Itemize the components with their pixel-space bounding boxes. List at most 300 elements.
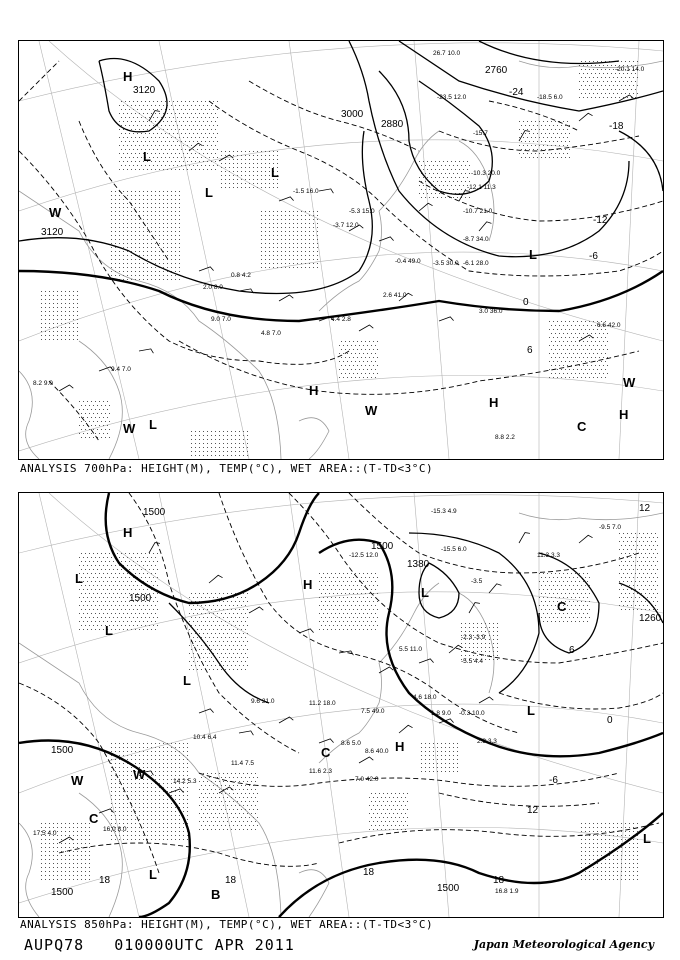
wet-dot xyxy=(45,875,46,876)
wet-dot xyxy=(215,633,216,634)
wet-dot xyxy=(155,263,156,264)
wet-dot xyxy=(143,279,144,280)
wet-dot xyxy=(541,609,542,610)
wet-dot xyxy=(277,267,278,268)
wet-dot xyxy=(525,157,526,158)
wet-dot xyxy=(319,597,320,598)
wind-barb xyxy=(479,222,491,231)
wet-dot xyxy=(147,271,148,272)
wet-dot xyxy=(583,73,584,74)
wet-dot xyxy=(533,133,534,134)
wet-dot xyxy=(115,223,116,224)
wet-dot xyxy=(437,165,438,166)
wet-dot xyxy=(115,767,116,768)
wet-dot xyxy=(111,235,112,236)
wet-dot xyxy=(139,279,140,280)
wet-dot xyxy=(365,349,366,350)
wet-dot xyxy=(241,777,242,778)
wet-dot xyxy=(137,157,138,158)
wet-dot xyxy=(151,759,152,760)
wet-dot xyxy=(97,553,98,554)
wet-dot xyxy=(121,625,122,626)
wet-dot xyxy=(205,157,206,158)
wet-dot xyxy=(367,581,368,582)
wet-dot xyxy=(639,605,640,606)
wet-dot xyxy=(293,223,294,224)
wet-dot xyxy=(119,803,120,804)
wet-dot xyxy=(277,259,278,260)
wet-dot xyxy=(637,843,638,844)
wet-dot xyxy=(231,617,232,618)
wet-dot xyxy=(547,129,548,130)
wet-dot xyxy=(519,153,520,154)
wet-dot xyxy=(317,223,318,224)
wet-dot xyxy=(233,613,234,614)
wet-dot xyxy=(597,827,598,828)
wet-dot xyxy=(649,593,650,594)
wet-dot xyxy=(87,581,88,582)
wet-dot xyxy=(139,621,140,622)
wet-dot xyxy=(235,821,236,822)
wet-dot xyxy=(195,153,196,154)
wet-dot xyxy=(349,341,350,342)
wet-dot xyxy=(637,93,638,94)
wet-dot xyxy=(227,649,228,650)
wet-dot xyxy=(81,827,82,828)
wet-dot xyxy=(335,573,336,574)
wet-dot xyxy=(127,223,128,224)
wet-dot xyxy=(227,665,228,666)
wet-dot xyxy=(341,341,342,342)
wet-dot xyxy=(167,121,168,122)
wet-dot xyxy=(125,609,126,610)
wet-dot xyxy=(207,443,208,444)
wet-dot xyxy=(57,295,58,296)
wet-dot xyxy=(163,815,164,816)
wet-dot xyxy=(575,373,576,374)
wet-dot xyxy=(175,199,176,200)
wet-dot xyxy=(173,133,174,134)
wet-dot xyxy=(83,401,84,402)
wet-dot xyxy=(239,829,240,830)
wet-dot xyxy=(121,157,122,158)
wet-dot xyxy=(277,235,278,236)
wet-dot xyxy=(193,597,194,598)
wet-dot xyxy=(559,621,560,622)
wet-dot xyxy=(273,267,274,268)
wet-dot xyxy=(609,871,610,872)
wet-dot xyxy=(157,149,158,150)
wet-dot xyxy=(207,435,208,436)
wet-dot xyxy=(77,299,78,300)
high-center: H xyxy=(489,395,499,410)
wet-dot xyxy=(147,113,148,114)
wet-dot xyxy=(247,789,248,790)
wet-dot xyxy=(159,279,160,280)
wet-dot xyxy=(89,855,90,856)
wet-dot xyxy=(587,365,588,366)
wet-dot xyxy=(241,669,242,670)
wet-dot xyxy=(621,851,622,852)
wet-dot xyxy=(135,263,136,264)
wet-dot xyxy=(207,447,208,448)
wet-dot xyxy=(57,311,58,312)
wet-dot xyxy=(561,321,562,322)
wet-dot xyxy=(465,189,466,190)
wet-dot xyxy=(265,159,266,160)
wet-dot xyxy=(79,613,80,614)
wet-dot xyxy=(237,661,238,662)
wet-dot xyxy=(339,605,340,606)
wet-dot xyxy=(337,577,338,578)
wet-dot xyxy=(343,589,344,590)
wet-dot xyxy=(321,601,322,602)
wet-dot xyxy=(139,207,140,208)
wet-dot xyxy=(297,223,298,224)
wet-dot xyxy=(605,867,606,868)
wet-dot xyxy=(125,109,126,110)
wet-dot xyxy=(281,259,282,260)
wet-dot xyxy=(589,85,590,86)
wet-dot xyxy=(195,593,196,594)
wet-dot xyxy=(115,775,116,776)
wet-dot xyxy=(371,629,372,630)
wet-dot xyxy=(199,593,200,594)
wet-dot xyxy=(319,581,320,582)
wet-dot xyxy=(363,377,364,378)
wet-dot xyxy=(345,357,346,358)
wet-dot xyxy=(249,793,250,794)
wet-dot xyxy=(367,353,368,354)
wet-dot xyxy=(201,777,202,778)
wet-dot xyxy=(213,117,214,118)
wet-dot xyxy=(131,279,132,280)
wet-dot xyxy=(531,121,532,122)
wet-dot xyxy=(235,665,236,666)
wet-dot xyxy=(119,153,120,154)
wet-dot xyxy=(549,585,550,586)
wet-dot xyxy=(123,271,124,272)
wet-dot xyxy=(207,829,208,830)
wet-dot xyxy=(249,163,250,164)
wet-dot xyxy=(459,177,460,178)
wet-dot xyxy=(49,851,50,852)
wet-dot xyxy=(187,787,188,788)
wet-dot xyxy=(73,867,74,868)
wet-dot xyxy=(77,831,78,832)
wet-dot xyxy=(533,125,534,126)
wet-dot xyxy=(197,661,198,662)
wet-dot xyxy=(633,871,634,872)
wet-dot xyxy=(323,605,324,606)
wet-dot xyxy=(373,813,374,814)
wet-dot xyxy=(77,851,78,852)
wet-dot xyxy=(115,565,116,566)
wet-dot xyxy=(289,231,290,232)
wet-dot xyxy=(181,101,182,102)
wet-dot xyxy=(159,271,160,272)
wet-dot xyxy=(239,805,240,806)
wet-dot xyxy=(363,353,364,354)
wet-dot xyxy=(87,573,88,574)
wet-dot xyxy=(121,569,122,570)
wet-dot xyxy=(613,855,614,856)
wet-dot xyxy=(233,809,234,810)
wet-dot xyxy=(637,867,638,868)
wet-dot xyxy=(607,65,608,66)
wet-dot xyxy=(651,549,652,550)
wet-dot xyxy=(229,809,230,810)
wet-dot xyxy=(333,593,334,594)
wet-dot xyxy=(135,807,136,808)
wet-dot xyxy=(485,655,486,656)
wet-dot xyxy=(359,369,360,370)
wet-dot xyxy=(205,793,206,794)
wet-dot xyxy=(239,443,240,444)
wet-dot xyxy=(365,601,366,602)
wet-dot xyxy=(265,163,266,164)
wet-dot xyxy=(53,319,54,320)
wet-dot xyxy=(357,349,358,350)
wet-dot xyxy=(261,219,262,220)
wet-dot xyxy=(231,773,232,774)
wet-dot xyxy=(297,215,298,216)
wet-dot xyxy=(69,859,70,860)
wet-dot xyxy=(133,569,134,570)
wet-dot xyxy=(563,333,564,334)
wet-dot xyxy=(187,807,188,808)
wet-dot xyxy=(219,447,220,448)
wet-dot xyxy=(145,553,146,554)
wet-dot xyxy=(61,839,62,840)
wet-dot xyxy=(65,855,66,856)
wet-dot xyxy=(629,93,630,94)
wet-dot xyxy=(111,767,112,768)
wet-dot xyxy=(351,613,352,614)
wet-dot xyxy=(455,161,456,162)
station-value: -3.5 30.0 xyxy=(433,260,459,267)
wet-dot xyxy=(227,593,228,594)
wet-dot xyxy=(147,195,148,196)
wet-dot xyxy=(131,771,132,772)
wet-dot xyxy=(41,323,42,324)
wet-dot xyxy=(167,751,168,752)
wet-dot xyxy=(173,149,174,150)
wet-dot xyxy=(167,215,168,216)
wet-dot xyxy=(131,783,132,784)
wet-dot xyxy=(79,597,80,598)
wet-dot xyxy=(247,447,248,448)
wet-dot xyxy=(525,141,526,142)
wet-dot xyxy=(65,875,66,876)
wet-dot xyxy=(553,337,554,338)
wet-dot xyxy=(623,589,624,590)
wet-dot xyxy=(357,593,358,594)
wet-dot xyxy=(201,157,202,158)
wet-dot xyxy=(179,791,180,792)
wet-dot xyxy=(163,153,164,154)
wet-dot xyxy=(205,637,206,638)
wet-dot xyxy=(639,589,640,590)
wet-dot xyxy=(171,747,172,748)
wet-dot xyxy=(301,267,302,268)
wet-dot xyxy=(229,777,230,778)
wet-dot xyxy=(313,239,314,240)
wet-dot xyxy=(219,431,220,432)
wet-dot xyxy=(53,875,54,876)
wet-dot xyxy=(539,605,540,606)
wet-dot xyxy=(185,133,186,134)
wet-dot xyxy=(223,641,224,642)
wet-dot xyxy=(345,373,346,374)
wet-dot xyxy=(241,155,242,156)
wet-dot xyxy=(603,65,604,66)
wet-dot xyxy=(257,179,258,180)
wet-dot xyxy=(347,361,348,362)
wet-dot xyxy=(261,167,262,168)
wet-dot xyxy=(163,839,164,840)
wet-dot xyxy=(117,553,118,554)
wet-dot xyxy=(113,601,114,602)
wet-dot xyxy=(529,157,530,158)
wet-dot xyxy=(241,167,242,168)
wet-dot xyxy=(91,629,92,630)
wet-dot xyxy=(325,617,326,618)
wet-dot xyxy=(593,321,594,322)
wet-dot xyxy=(115,235,116,236)
wet-dot xyxy=(611,81,612,82)
wet-dot xyxy=(285,255,286,256)
wet-dot xyxy=(65,327,66,328)
wet-dot xyxy=(497,659,498,660)
wet-dot xyxy=(77,879,78,880)
wet-dot xyxy=(361,357,362,358)
wet-dot xyxy=(211,797,212,798)
wet-dot xyxy=(135,113,136,114)
wet-dot xyxy=(69,847,70,848)
wet-dot xyxy=(45,839,46,840)
wet-dot xyxy=(433,197,434,198)
wet-dot xyxy=(323,629,324,630)
wet-dot xyxy=(589,823,590,824)
wet-dot xyxy=(229,793,230,794)
wet-dot xyxy=(123,169,124,170)
wet-dot xyxy=(235,781,236,782)
wet-dot xyxy=(149,165,150,166)
wind-barb xyxy=(189,143,203,151)
wet-dot xyxy=(597,69,598,70)
wet-dot xyxy=(369,341,370,342)
wet-dot xyxy=(317,211,318,212)
wet-dot xyxy=(131,247,132,248)
wet-dot xyxy=(565,353,566,354)
wet-dot xyxy=(195,609,196,610)
wet-dot xyxy=(69,855,70,856)
wet-dot xyxy=(81,871,82,872)
wet-dot xyxy=(139,121,140,122)
wet-dot xyxy=(597,361,598,362)
wet-dot xyxy=(313,251,314,252)
wet-dot xyxy=(89,593,90,594)
wet-dot xyxy=(189,669,190,670)
wet-dot xyxy=(135,207,136,208)
wet-dot xyxy=(601,843,602,844)
wet-dot xyxy=(199,789,200,790)
wet-dot xyxy=(645,545,646,546)
wet-dot xyxy=(341,365,342,366)
wet-dot xyxy=(281,231,282,232)
wet-dot xyxy=(125,149,126,150)
wet-dot xyxy=(211,657,212,658)
wet-dot xyxy=(581,859,582,860)
wet-dot xyxy=(357,585,358,586)
wet-dot xyxy=(171,755,172,756)
wet-dot xyxy=(229,661,230,662)
wet-dot xyxy=(127,839,128,840)
wet-dot xyxy=(81,601,82,602)
wet-dot xyxy=(137,625,138,626)
wet-dot xyxy=(175,787,176,788)
wet-dot xyxy=(243,455,244,456)
wet-dot xyxy=(89,871,90,872)
wet-dot xyxy=(591,73,592,74)
wet-dot xyxy=(237,163,238,164)
wet-dot xyxy=(69,831,70,832)
wet-dot xyxy=(119,581,120,582)
wet-dot xyxy=(353,349,354,350)
wet-dot xyxy=(347,597,348,598)
wet-dot xyxy=(631,73,632,74)
wet-dot xyxy=(185,109,186,110)
wet-dot xyxy=(143,783,144,784)
wet-dot xyxy=(155,137,156,138)
wet-dot xyxy=(277,247,278,248)
wet-dot xyxy=(123,589,124,590)
wet-dot xyxy=(163,771,164,772)
wet-dot xyxy=(141,609,142,610)
wet-dot xyxy=(229,175,230,176)
wet-dot xyxy=(365,625,366,626)
wet-dot xyxy=(573,361,574,362)
wet-dot xyxy=(617,85,618,86)
wet-dot xyxy=(107,401,108,402)
wet-dot xyxy=(339,377,340,378)
wet-dot xyxy=(127,121,128,122)
wet-dot xyxy=(115,207,116,208)
wet-dot xyxy=(217,165,218,166)
wet-dot xyxy=(273,247,274,248)
wet-dot xyxy=(173,157,174,158)
wet-dot xyxy=(593,847,594,848)
wet-dot xyxy=(153,149,154,150)
wet-dot xyxy=(163,199,164,200)
wet-dot xyxy=(261,187,262,188)
wet-dot xyxy=(129,165,130,166)
wet-dot xyxy=(601,863,602,864)
wet-dot xyxy=(631,549,632,550)
wet-dot xyxy=(377,609,378,610)
wet-dot xyxy=(523,137,524,138)
wet-dot xyxy=(115,215,116,216)
wet-dot xyxy=(623,73,624,74)
wet-dot xyxy=(171,795,172,796)
wet-dot xyxy=(191,435,192,436)
wet-dot xyxy=(301,259,302,260)
wet-dot xyxy=(383,809,384,810)
wet-dot xyxy=(633,577,634,578)
wet-dot xyxy=(179,279,180,280)
wet-dot xyxy=(545,593,546,594)
